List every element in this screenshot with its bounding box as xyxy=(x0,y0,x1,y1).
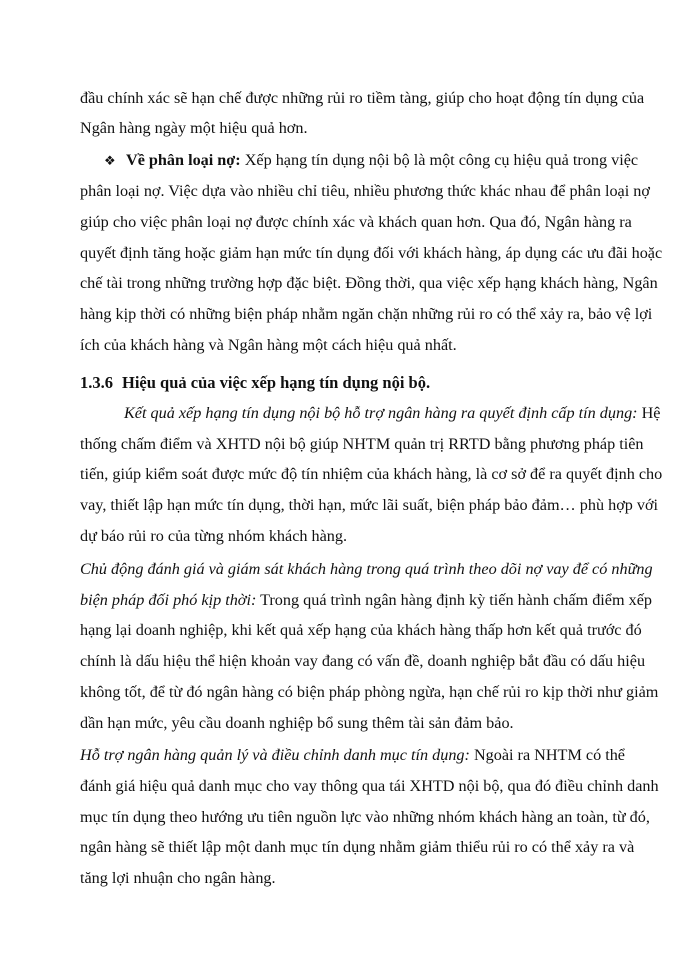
paragraph-line: đánh giá hiệu quả danh mục cho vay thông qua tái XHTD nội bộ, qua đó điều chỉnh danh xyxy=(80,777,659,795)
paragraph-line: thống chấm điểm và XHTD nội bộ giúp NHTM quản trị RRTD bằng phương pháp tiên xyxy=(80,435,644,453)
paragraph-line: hạng lại doanh nghiệp, khi kết quả xếp hạng của khách hàng thấp hơn kết quả trước đó xyxy=(80,621,642,639)
bullet-lead: Về phân loại nợ: xyxy=(126,151,241,169)
bullet-line: ❖ Về phân loại nợ: Xếp hạng tín dụng nội bộ là một công cụ hiệu quả trong việc xyxy=(104,151,639,169)
paragraph-line: vay, thiết lập hạn mức tín dụng, thời hạn, mức lãi suất, biện pháp bảo đảm… phù hợp với xyxy=(80,496,659,514)
paragraph-line: mục tín dụng theo hướng ưu tiên nguồn lực vào những nhóm khách hàng an toàn, từ đó, xyxy=(80,808,650,826)
paragraph-line: dự báo rủi ro của từng nhóm khách hàng. xyxy=(80,527,348,545)
paragraph-line: Chủ động đánh giá và giám sát khách hàng trong quá trình theo dõi nợ vay để có những xyxy=(80,560,653,578)
paragraph-line: không tốt, để từ đó ngân hàng có biện pháp phòng ngừa, hạn chế rủi ro kịp thời như giảm xyxy=(80,683,659,701)
paragraph-line: phân loại nợ. Việc dựa vào nhiều chỉ tiêu, nhiều phương thức khác nhau để phân loại nợ xyxy=(80,182,650,200)
paragraph-line: tiến, giúp kiểm soát được mức độ tín nhiệm của khách hàng, là cơ sở để ra quyết định cho xyxy=(80,465,663,483)
diamond-bullet-icon: ❖ xyxy=(104,153,116,168)
section-number: 1.3.6 xyxy=(80,373,113,392)
paragraph-line: ngân hàng sẽ thiết lập một danh mục tín dụng nhằm giảm thiểu rủi ro có thể xảy ra và xyxy=(80,838,635,856)
paragraph-line: giúp cho việc phân loại nợ được chính xác và khách quan hơn. Qua đó, Ngân hàng ra xyxy=(80,213,632,231)
section-heading xyxy=(80,373,620,393)
paragraph-line: Ngân hàng ngày một hiệu quả hơn. xyxy=(80,119,308,137)
paragraph-line: chế tài trong những trường hợp đặc biệt. Đồng thời, qua việc xếp hạng khách hàng, Ngân xyxy=(80,274,658,292)
paragraph-line: đầu chính xác sẽ hạn chế được những rủi ro tiềm tàng, giúp cho hoạt động tín dụng của xyxy=(80,89,645,107)
paragraph-line: tăng lợi nhuận cho ngân hàng. xyxy=(80,869,276,887)
paragraph-line: biện pháp đối phó kịp thời: Trong quá trình ngân hàng định kỳ tiến hành chấm điểm xếp xyxy=(80,591,652,609)
paragraph-line: quyết định tăng hoặc giảm hạn mức tín dụng đối với khách hàng, áp dụng các ưu đãi hoặc xyxy=(80,244,663,262)
paragraph-line: Hỗ trợ ngân hàng quản lý và điều chỉnh danh mục tín dụng: Ngoài ra NHTM có thể xyxy=(80,746,625,764)
section-title: Hiệu quả của việc xếp hạng tín dụng nội bộ. xyxy=(122,373,431,392)
paragraph-line: Kết quả xếp hạng tín dụng nội bộ hỗ trợ ngân hàng ra quyết định cấp tín dụng: Hệ xyxy=(124,404,661,422)
paragraph-line: dần hạn mức, yêu cầu doanh nghiệp bổ sung thêm tài sản đảm bảo. xyxy=(80,714,514,732)
paragraph-line: ích của khách hàng và Ngân hàng một cách hiệu quả nhất. xyxy=(80,336,457,354)
paragraph-line: hàng kịp thời có những biện pháp nhằm ngăn chặn những rủi ro có thể xảy ra, bảo vệ lợi xyxy=(80,305,653,323)
paragraph-line: chính là dấu hiệu thể hiện khoản vay đang có vấn đề, doanh nghiệp bắt đầu có dấu hiệu xyxy=(80,652,646,670)
